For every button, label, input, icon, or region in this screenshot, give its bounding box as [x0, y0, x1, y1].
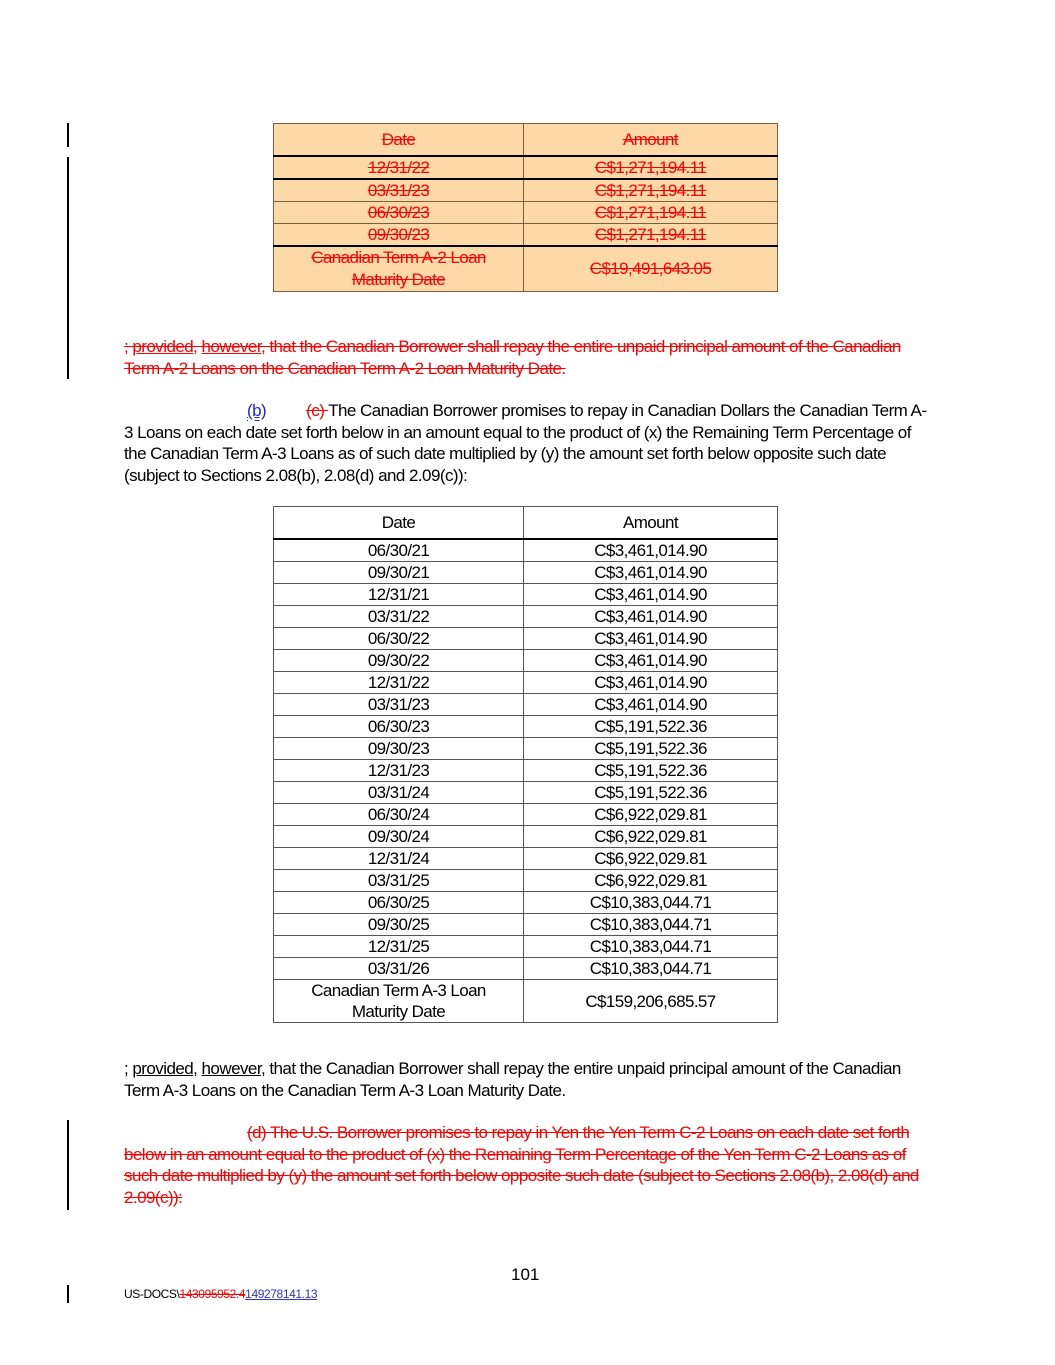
maturity-row [274, 246, 778, 292]
date-cell: 09/30/25 [274, 914, 524, 936]
table-row [274, 716, 778, 738]
table-row [274, 804, 778, 826]
amount-cell: C$6,922,029.81 [524, 870, 778, 892]
document-id-footer [124, 1287, 317, 1301]
date-cell: 06/30/23 [274, 716, 524, 738]
provided-term: provided [132, 337, 194, 356]
table-row [274, 848, 778, 870]
date-cell: 03/31/24 [274, 782, 524, 804]
change-bar [67, 1285, 69, 1303]
date-cell: 12/31/22 [274, 672, 524, 694]
doc-id-prefix: US-DOCS\ [124, 1287, 180, 1301]
amount-cell: C$5,191,522.36 [524, 716, 778, 738]
table-row [274, 584, 778, 606]
date-column-header: Date [274, 507, 524, 540]
date-cell: 09/30/23 [274, 224, 524, 247]
paragraph-b-text: The Canadian Borrower promises to repay in Canadian Dollars the Canadian Term A-3 Loans on each date set forth below in an amount equal to the product of (x) the Remaining Term Percentage of the Canadian Term A-3 Loans as of such date multiplied by (y) the amount set forth below opposite such date (subject to Sections 2.08(b), 2.08(d) and 2.09(c)): [124, 401, 927, 485]
maturity-date-line2: Maturity Date [351, 1002, 446, 1021]
page-number: 101 [511, 1265, 540, 1284]
date-cell: 09/30/21 [274, 562, 524, 584]
table-row [274, 628, 778, 650]
table-row [274, 606, 778, 628]
proviso-comma: , [193, 1059, 202, 1078]
table-row [274, 202, 778, 224]
amount-cell: C$6,922,029.81 [524, 848, 778, 870]
maturity-date-cell [274, 980, 524, 1023]
date-cell: 03/31/22 [274, 606, 524, 628]
maturity-row [274, 980, 778, 1023]
date-cell: 03/31/23 [274, 694, 524, 716]
table-row [274, 738, 778, 760]
repayment-schedule-table [273, 506, 778, 1023]
amount-cell: C$5,191,522.36 [524, 782, 778, 804]
deleted-proviso-paragraph [124, 336, 934, 379]
amount-cell: C$3,461,014.90 [524, 694, 778, 716]
table-row [274, 892, 778, 914]
maturity-amount-cell: C$19,491,643.05 [524, 246, 778, 292]
table-row [274, 179, 778, 202]
table-header-row [274, 507, 778, 540]
inserted-doc-id: 149278141.13 [245, 1287, 318, 1301]
date-cell: 12/31/22 [274, 156, 524, 179]
maturity-date-cell [274, 246, 524, 292]
date-cell: 12/31/23 [274, 760, 524, 782]
deleted-doc-id: 143095952.4 [179, 1287, 246, 1301]
amount-cell: C$3,461,014.90 [524, 539, 778, 562]
table-row [274, 958, 778, 980]
change-bar [67, 123, 69, 147]
proviso-text: , that the Canadian Borrower shall repay the entire unpaid principal amount of the Canadian Term A-2 Loans on the Canadian Term A-2 Loan Maturity Date. [124, 337, 901, 378]
maturity-date-line1: Canadian Term A-2 Loan [311, 248, 486, 267]
date-cell: 09/30/22 [274, 650, 524, 672]
deleted-paragraph-d [124, 1122, 934, 1208]
amount-cell: C$5,191,522.36 [524, 738, 778, 760]
date-cell: 12/31/25 [274, 936, 524, 958]
proviso-prefix: ; [124, 337, 133, 356]
amount-cell: C$3,461,014.90 [524, 672, 778, 694]
deleted-repayment-table [273, 123, 778, 292]
amount-cell: C$3,461,014.90 [524, 584, 778, 606]
amount-cell: C$3,461,014.90 [524, 606, 778, 628]
maturity-amount-cell: C$159,206,685.57 [524, 980, 778, 1023]
table-row [274, 826, 778, 848]
proviso-prefix: ; [124, 1059, 133, 1078]
proviso-text: , that the Canadian Borrower shall repay the entire unpaid principal amount of the Canadian Term A-3 Loans on the Canadian Term A-3 Loan Maturity Date. [124, 1059, 901, 1100]
change-bar [67, 157, 69, 379]
table-row [274, 760, 778, 782]
table-row [274, 694, 778, 716]
amount-cell: C$10,383,044.71 [524, 914, 778, 936]
table-row [274, 672, 778, 694]
amount-cell: C$5,191,522.36 [524, 760, 778, 782]
table-row [274, 870, 778, 892]
date-column-header: Date [274, 124, 524, 157]
date-cell: 03/31/23 [274, 179, 524, 202]
amount-cell: C$1,271,194.11 [524, 224, 778, 247]
date-cell: 09/30/23 [274, 738, 524, 760]
amount-cell: C$6,922,029.81 [524, 804, 778, 826]
deleted-paragraph-d-text: (d) The U.S. Borrower promises to repay in Yen the Yen Term C-2 Loans on each date set forth below in an amount equal to the product of (x) the Remaining Term Percentage of the Yen Term C-2 Loans as of such date multiplied by (y) the amount set forth below opposite such date (subject to Sections 2.08(b), 2.08(d) and 2.09(c)): [124, 1123, 919, 1207]
proviso-comma: , [193, 337, 202, 356]
date-cell: 03/31/25 [274, 870, 524, 892]
amount-cell: C$6,922,029.81 [524, 826, 778, 848]
date-cell: 12/31/24 [274, 848, 524, 870]
table-row [274, 562, 778, 584]
date-cell: 03/31/26 [274, 958, 524, 980]
provided-term: provided [132, 1059, 194, 1078]
maturity-date-line2: Maturity Date [351, 270, 446, 289]
proviso-paragraph [124, 1058, 934, 1101]
amount-cell: C$3,461,014.90 [524, 628, 778, 650]
table-row [274, 650, 778, 672]
amount-column-header: Amount [524, 507, 778, 540]
amount-cell: C$3,461,014.90 [524, 562, 778, 584]
table-row [274, 156, 778, 179]
table-row [274, 782, 778, 804]
amount-cell: C$10,383,044.71 [524, 936, 778, 958]
date-cell: 06/30/22 [274, 628, 524, 650]
date-cell: 06/30/25 [274, 892, 524, 914]
amount-cell: C$10,383,044.71 [524, 958, 778, 980]
date-cell: 06/30/21 [274, 539, 524, 562]
amount-cell: C$10,383,044.71 [524, 892, 778, 914]
maturity-date-line1: Canadian Term A-3 Loan [311, 981, 486, 1000]
amount-column-header: Amount [524, 124, 778, 157]
date-cell: 09/30/24 [274, 826, 524, 848]
deleted-section-label: (c) [306, 401, 329, 420]
amount-cell: C$1,271,194.11 [524, 179, 778, 202]
however-term: however [201, 1059, 261, 1078]
table-row [274, 914, 778, 936]
date-cell: 06/30/24 [274, 804, 524, 826]
inserted-section-label: (b) [247, 401, 267, 420]
however-term: however [201, 337, 261, 356]
table-row [274, 539, 778, 562]
date-cell: 06/30/23 [274, 202, 524, 224]
change-bar [67, 1120, 69, 1210]
amount-cell: C$1,271,194.11 [524, 202, 778, 224]
date-cell: 12/31/21 [274, 584, 524, 606]
paragraph-b [124, 400, 934, 486]
table-header-row [274, 124, 778, 157]
amount-cell: C$3,461,014.90 [524, 650, 778, 672]
table-row [274, 224, 778, 247]
amount-cell: C$1,271,194.11 [524, 156, 778, 179]
table-row [274, 936, 778, 958]
